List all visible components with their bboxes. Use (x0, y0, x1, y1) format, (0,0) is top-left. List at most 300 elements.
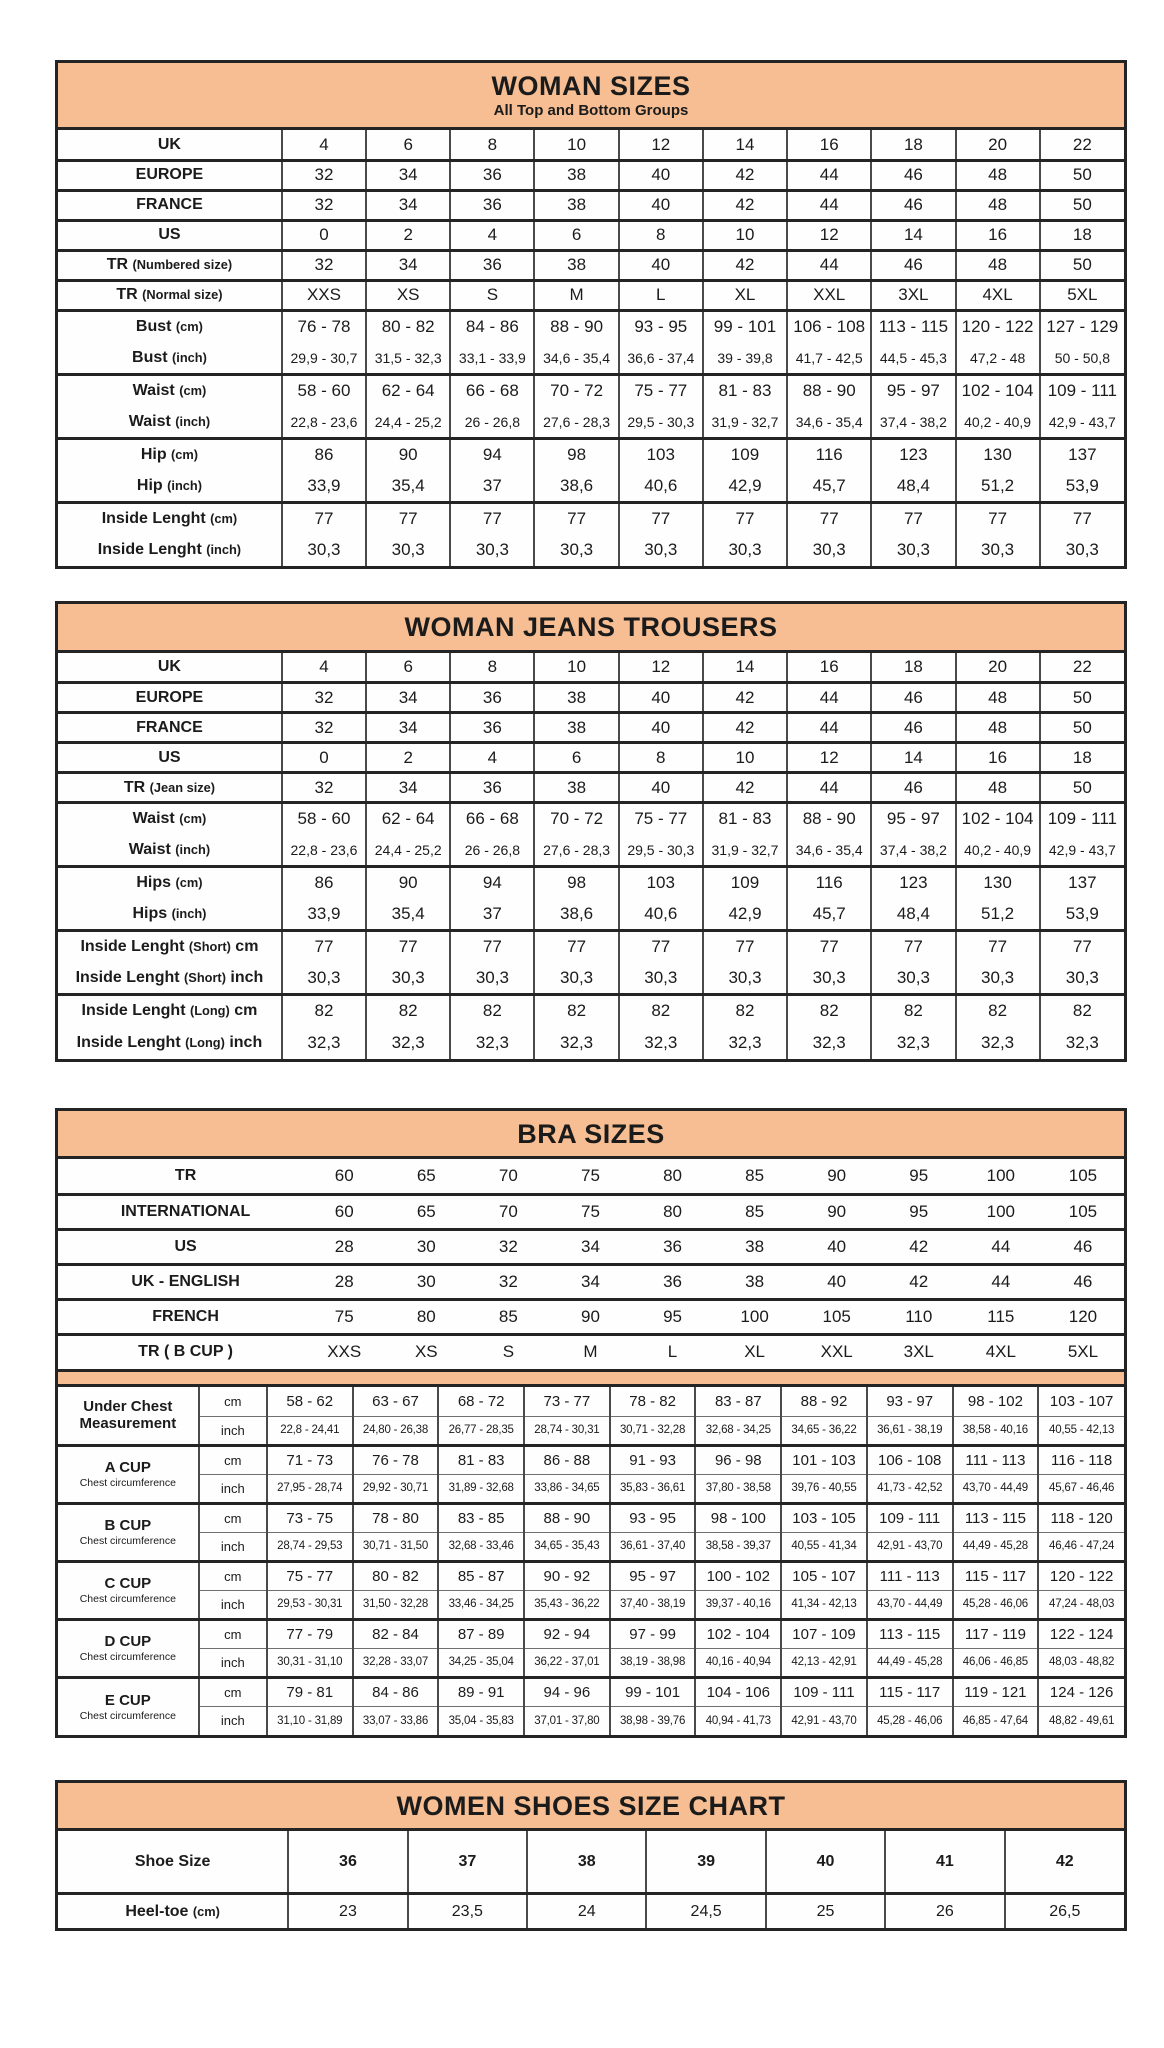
size-value-cell: 99 - 101 (610, 1677, 696, 1706)
table-row (58, 1416, 1124, 1445)
size-value-cell: 120 - 122 (956, 310, 1040, 342)
size-value-cell: 48 (956, 160, 1040, 190)
size-value-cell: 82 (450, 995, 534, 1027)
size-value-cell: 37,80 - 38,58 (695, 1474, 781, 1503)
size-value-cell: 12 (619, 130, 703, 160)
size-value-cell: 109 - 111 (781, 1677, 867, 1706)
size-value-cell: 40 (619, 160, 703, 190)
size-value-cell: 30,3 (450, 963, 534, 995)
size-value-cell: 105 (1042, 1194, 1124, 1229)
size-value-cell: 44 (960, 1264, 1042, 1299)
size-value-cell: 22 (1040, 130, 1124, 160)
size-value-cell: 130 (956, 438, 1040, 470)
size-value-cell: 75 - 77 (619, 803, 703, 835)
size-value-cell: 4 (282, 130, 366, 160)
size-value-cell: 35,4 (366, 899, 450, 931)
size-value-cell: 30,3 (871, 963, 955, 995)
label-unit-text: (cm) (175, 319, 203, 335)
size-value-cell: 44 (787, 160, 871, 190)
size-value-cell: 75 (549, 1159, 631, 1194)
size-value-cell: 8 (450, 653, 534, 683)
size-value-cell: 18 (871, 130, 955, 160)
size-value-cell: 6 (534, 743, 618, 773)
table-row (58, 470, 1124, 502)
row-label: TR (Normal size) (58, 280, 282, 310)
size-value-cell: 109 - 111 (1040, 803, 1124, 835)
size-value-cell: 37,40 - 38,19 (610, 1590, 696, 1619)
size-value-cell: 82 (703, 995, 787, 1027)
size-value-cell: 88 - 90 (787, 803, 871, 835)
size-value-cell: 42 (703, 773, 787, 803)
size-value-cell: 36 (631, 1264, 713, 1299)
size-value-cell: 44 (787, 683, 871, 713)
woman_sizes-grid (58, 130, 1124, 566)
label-unit-text: (inch) (175, 841, 211, 857)
size-value-cell: 30,3 (956, 534, 1040, 566)
size-value-cell: 88 - 92 (781, 1387, 867, 1416)
label-unit-text: (inch) (167, 477, 202, 493)
row-label: Inside Lenght (Long) inch (58, 1027, 282, 1059)
size-value-cell: 26,77 - 28,35 (438, 1416, 524, 1445)
size-value-cell: 28 (303, 1229, 385, 1264)
size-value-cell: 12 (787, 220, 871, 250)
size-value-cell: 32,3 (450, 1027, 534, 1059)
size-value-cell: 50 (1040, 250, 1124, 280)
size-value-cell: 5XL (1042, 1334, 1124, 1369)
size-value-cell: 28,74 - 29,53 (267, 1532, 353, 1561)
size-value-cell: 34 (366, 683, 450, 713)
size-value-cell: 31,9 - 32,7 (703, 835, 787, 867)
size-value-cell: 120 - 122 (1038, 1561, 1124, 1590)
size-value-cell: 109 - 111 (1040, 374, 1124, 406)
size-value-cell: 32 (282, 190, 366, 220)
size-value-cell: 32,3 (282, 1027, 366, 1059)
table-row (58, 1561, 1124, 1590)
size-value-cell: 4 (450, 220, 534, 250)
table-subtitle: All Top and Bottom Groups (493, 102, 689, 120)
size-value-cell: 77 (956, 931, 1040, 963)
size-value-cell: 30,3 (703, 534, 787, 566)
size-value-cell: 95 - 97 (871, 374, 955, 406)
size-value-cell: 8 (450, 130, 534, 160)
size-value-cell: 28,74 - 30,31 (524, 1416, 610, 1445)
size-value-cell: 47,2 - 48 (956, 342, 1040, 374)
size-value-cell: 47,24 - 48,03 (1038, 1590, 1124, 1619)
size-value-cell: 41,7 - 42,5 (787, 342, 871, 374)
table-row (58, 899, 1124, 931)
size-value-cell: 4XL (956, 280, 1040, 310)
size-value-cell: 42,9 - 43,7 (1040, 835, 1124, 867)
table-row (58, 1893, 1124, 1928)
size-value-cell: 18 (1040, 743, 1124, 773)
size-value-cell: 120 (1042, 1299, 1124, 1334)
size-value-cell: 117 - 119 (953, 1619, 1039, 1648)
size-value-cell: 80 - 82 (366, 310, 450, 342)
size-value-cell: 36,6 - 37,4 (619, 342, 703, 374)
size-value-cell: 85 (714, 1159, 796, 1194)
row-label: Inside Lenght (Long) cm (58, 995, 282, 1027)
size-value-cell: 48,82 - 49,61 (1038, 1706, 1124, 1735)
size-value-cell: 32,3 (619, 1027, 703, 1059)
size-value-cell: 82 (956, 995, 1040, 1027)
size-value-cell: 27,6 - 28,3 (534, 406, 618, 438)
size-value-cell: 30,3 (619, 534, 703, 566)
size-value-cell: 92 - 94 (524, 1619, 610, 1648)
label-unit-text: (Numbered size) (132, 257, 233, 273)
size-value-cell: 27,6 - 28,3 (534, 835, 618, 867)
size-value-cell: 34 (366, 190, 450, 220)
row-label: FRANCE (58, 713, 282, 743)
row-label: Shoe Size (58, 1831, 288, 1893)
size-value-cell: 81 - 83 (703, 374, 787, 406)
size-value-cell: 137 (1040, 867, 1124, 899)
row-label: US (58, 220, 282, 250)
size-value-cell: 86 (282, 867, 366, 899)
size-value-cell: 42 (703, 160, 787, 190)
size-value-cell: 31,5 - 32,3 (366, 342, 450, 374)
size-value-cell: 75 - 77 (267, 1561, 353, 1590)
size-value-cell: 16 (787, 130, 871, 160)
size-value-cell: 38 (527, 1831, 646, 1893)
woman-sizes-table (55, 60, 1127, 569)
table-row (58, 995, 1124, 1027)
table-header (58, 63, 1124, 130)
size-value-cell: 40 (766, 1831, 885, 1893)
size-value-cell: 90 (549, 1299, 631, 1334)
size-value-cell: 77 (871, 931, 955, 963)
size-value-cell: 58 - 62 (267, 1387, 353, 1416)
row-label: TR ( B CUP ) (58, 1334, 303, 1369)
size-value-cell: 38,58 - 39,37 (695, 1532, 781, 1561)
table-row (58, 1532, 1124, 1561)
label-unit-text: (cm) (175, 875, 203, 891)
size-value-cell: 42,91 - 43,70 (867, 1532, 953, 1561)
size-value-cell: 32 (282, 773, 366, 803)
bra-cup-measurements-grid (58, 1387, 1124, 1735)
size-value-cell: 16 (956, 220, 1040, 250)
size-value-cell: 23,5 (408, 1893, 527, 1928)
size-value-cell: 77 (366, 931, 450, 963)
size-value-cell: 51,2 (956, 470, 1040, 502)
size-value-cell: 29,5 - 30,3 (619, 835, 703, 867)
size-value-cell: 48 (956, 713, 1040, 743)
table-title: WOMAN JEANS TROUSERS (404, 612, 778, 643)
size-value-cell: 50 (1040, 773, 1124, 803)
table-row (58, 130, 1124, 160)
row-label: Waist (inch) (58, 835, 282, 867)
size-value-cell: 32,68 - 33,46 (438, 1532, 524, 1561)
size-value-cell: 36,61 - 38,19 (867, 1416, 953, 1445)
table-row (58, 1159, 1124, 1194)
size-value-cell: 40,6 (619, 899, 703, 931)
label-unit-text: (inch) (172, 349, 207, 365)
size-value-cell: 45,28 - 46,06 (867, 1706, 953, 1735)
row-label: Waist (cm) (58, 374, 282, 406)
size-value-cell: 77 (956, 502, 1040, 534)
table-row (58, 1706, 1124, 1735)
size-value-cell: 35,43 - 36,22 (524, 1590, 610, 1619)
table-row (58, 1474, 1124, 1503)
size-value-cell: 100 (960, 1159, 1042, 1194)
cup-label-cell (58, 1445, 199, 1503)
size-value-cell: 30,31 - 31,10 (267, 1648, 353, 1677)
table-row (58, 160, 1124, 190)
size-value-cell: 34 (366, 250, 450, 280)
size-value-cell: 50 (1040, 683, 1124, 713)
size-value-cell: 40,55 - 41,34 (781, 1532, 867, 1561)
table-row (58, 1590, 1124, 1619)
cup-sublabel: Chest circumference (79, 1709, 176, 1722)
label-unit-text: (cm) (179, 811, 207, 827)
size-value-cell: 44,49 - 45,28 (953, 1532, 1039, 1561)
size-value-cell: 36,61 - 37,40 (610, 1532, 696, 1561)
size-value-cell: 32 (282, 683, 366, 713)
label-unit-text: (Short) (184, 969, 226, 985)
cup-label-cell (58, 1503, 199, 1561)
size-value-cell: 10 (703, 743, 787, 773)
size-value-cell: 50 (1040, 160, 1124, 190)
size-value-cell: 33,86 - 34,65 (524, 1474, 610, 1503)
size-value-cell: 0 (282, 220, 366, 250)
size-value-cell: 82 (787, 995, 871, 1027)
size-value-cell: 77 (871, 502, 955, 534)
size-value-cell: 77 (619, 502, 703, 534)
cup-label: C CUP (104, 1574, 152, 1592)
size-value-cell: 40,55 - 42,13 (1038, 1416, 1124, 1445)
size-value-cell: 106 - 108 (867, 1445, 953, 1474)
size-value-cell: 51,2 (956, 899, 1040, 931)
cup-sublabel: Chest circumference (79, 1477, 176, 1490)
size-value-cell: 110 (878, 1299, 960, 1334)
size-value-cell: 37,4 - 38,2 (871, 406, 955, 438)
size-value-cell: 34,6 - 35,4 (787, 406, 871, 438)
size-value-cell: 37,01 - 37,80 (524, 1706, 610, 1735)
size-value-cell: 20 (956, 130, 1040, 160)
table-row (58, 835, 1124, 867)
size-value-cell: 34 (366, 773, 450, 803)
size-value-cell: 36 (288, 1831, 407, 1893)
size-value-cell: 30,3 (787, 963, 871, 995)
size-value-cell: 40 (796, 1264, 878, 1299)
size-value-cell: 20 (956, 653, 1040, 683)
row-label: UK - ENGLISH (58, 1264, 303, 1299)
size-value-cell: 77 (282, 502, 366, 534)
size-value-cell: 95 (631, 1299, 713, 1334)
size-value-cell: 40 (619, 773, 703, 803)
table-row (58, 1194, 1124, 1229)
table-row (58, 867, 1124, 899)
size-value-cell: 109 (703, 867, 787, 899)
size-value-cell: 26 - 26,8 (450, 835, 534, 867)
size-value-cell: 30,71 - 32,28 (610, 1416, 696, 1445)
table-row (58, 534, 1124, 566)
size-value-cell: 85 (467, 1299, 549, 1334)
size-value-cell: 115 (960, 1299, 1042, 1334)
size-value-cell: 32,68 - 34,25 (695, 1416, 781, 1445)
table-row (58, 342, 1124, 374)
size-value-cell: 32,3 (871, 1027, 955, 1059)
size-value-cell: 42,9 - 43,7 (1040, 406, 1124, 438)
size-value-cell: 45,7 (787, 899, 871, 931)
size-value-cell: 40,6 (619, 470, 703, 502)
table-title: WOMEN SHOES SIZE CHART (396, 1791, 786, 1822)
size-value-cell: 81 - 83 (703, 803, 787, 835)
size-value-cell: 46 (871, 250, 955, 280)
size-value-cell: 80 - 82 (353, 1561, 439, 1590)
woman-jeans-table (55, 601, 1127, 1061)
size-value-cell: 24,4 - 25,2 (366, 406, 450, 438)
women-shoes-size-chart-section (55, 1780, 1127, 1931)
size-value-cell: 30,3 (366, 963, 450, 995)
size-value-cell: 73 - 75 (267, 1503, 353, 1532)
size-value-cell: 29,9 - 30,7 (282, 342, 366, 374)
size-value-cell: 30,3 (534, 963, 618, 995)
size-value-cell: 44,5 - 45,3 (871, 342, 955, 374)
size-value-cell: 77 (703, 502, 787, 534)
size-value-cell: 46 (871, 683, 955, 713)
size-value-cell: 105 - 107 (781, 1561, 867, 1590)
size-value-cell: 32,3 (956, 1027, 1040, 1059)
size-value-cell: 14 (703, 130, 787, 160)
size-value-cell: 79 - 81 (267, 1677, 353, 1706)
size-value-cell: 77 (619, 931, 703, 963)
size-value-cell: 94 - 96 (524, 1677, 610, 1706)
size-value-cell: 58 - 60 (282, 803, 366, 835)
size-value-cell: 48,03 - 48,82 (1038, 1648, 1124, 1677)
size-value-cell: 116 - 118 (1038, 1445, 1124, 1474)
size-value-cell: 34 (549, 1264, 631, 1299)
row-label: Inside Lenght (Short) inch (58, 963, 282, 995)
unit-label: inch (199, 1648, 267, 1677)
size-value-cell: 77 (450, 502, 534, 534)
size-value-cell: 30,3 (282, 534, 366, 566)
cup-sublabel: Chest circumference (79, 1593, 176, 1606)
size-value-cell: 36 (450, 160, 534, 190)
label-unit-text: (Short) (188, 939, 231, 955)
size-value-cell: 87 - 89 (438, 1619, 524, 1648)
size-value-cell: 77 (1040, 502, 1124, 534)
size-value-cell: 38,98 - 39,76 (610, 1706, 696, 1735)
size-value-cell: 48,4 (871, 899, 955, 931)
label-unit-text: (Jean size) (149, 779, 216, 795)
table-row (58, 1445, 1124, 1474)
size-value-cell: 39 (646, 1831, 765, 1893)
cup-label-cell (58, 1387, 199, 1445)
size-value-cell: 38 (534, 773, 618, 803)
size-value-cell: 94 (450, 867, 534, 899)
size-value-cell: 82 (619, 995, 703, 1027)
size-value-cell: 119 - 121 (953, 1677, 1039, 1706)
size-value-cell: 50 (1040, 713, 1124, 743)
label-unit-text: (Long) (189, 1003, 230, 1019)
size-value-cell: 30,3 (871, 534, 955, 566)
table-title: WOMAN SIZES (491, 71, 691, 101)
size-value-cell: 29,53 - 30,31 (267, 1590, 353, 1619)
size-value-cell: 38,58 - 40,16 (953, 1416, 1039, 1445)
size-value-cell: 38 (714, 1229, 796, 1264)
size-value-cell: 30,3 (956, 963, 1040, 995)
size-value-cell: 93 - 95 (610, 1503, 696, 1532)
size-value-cell: 53,9 (1040, 899, 1124, 931)
size-value-cell: 32,3 (787, 1027, 871, 1059)
bra-sizes-table (55, 1108, 1127, 1738)
size-value-cell: 42 (703, 190, 787, 220)
size-value-cell: 24,4 - 25,2 (366, 835, 450, 867)
row-label: Waist (inch) (58, 406, 282, 438)
size-value-cell: 68 - 72 (438, 1387, 524, 1416)
size-value-cell: 105 (796, 1299, 878, 1334)
size-value-cell: 40,94 - 41,73 (695, 1706, 781, 1735)
table-row (58, 280, 1124, 310)
size-value-cell: 66 - 68 (450, 374, 534, 406)
size-value-cell: M (534, 280, 618, 310)
table-row (58, 438, 1124, 470)
size-value-cell: 60 (303, 1194, 385, 1229)
size-value-cell: 70 - 72 (534, 374, 618, 406)
row-label: EUROPE (58, 683, 282, 713)
size-value-cell: 30 (385, 1264, 467, 1299)
size-value-cell: 42,13 - 42,91 (781, 1648, 867, 1677)
size-value-cell: XXS (303, 1334, 385, 1369)
size-value-cell: 41 (885, 1831, 1004, 1893)
table-row (58, 743, 1124, 773)
table-row (58, 1648, 1124, 1677)
size-value-cell: 4 (282, 653, 366, 683)
size-value-cell: 98 - 100 (695, 1503, 781, 1532)
size-value-cell: 6 (534, 220, 618, 250)
size-value-cell: 71 - 73 (267, 1445, 353, 1474)
size-value-cell: 86 (282, 438, 366, 470)
size-value-cell: 41,73 - 42,52 (867, 1474, 953, 1503)
cup-label-cell (58, 1619, 199, 1677)
size-value-cell: 63 - 67 (353, 1387, 439, 1416)
size-value-cell: 22,8 - 23,6 (282, 835, 366, 867)
woman-sizes-section (55, 60, 1127, 569)
size-value-cell: 32,3 (703, 1027, 787, 1059)
size-value-cell: XXS (282, 280, 366, 310)
size-value-cell: 42 (1005, 1831, 1124, 1893)
size-value-cell: 28 (303, 1264, 385, 1299)
size-value-cell: 42 (703, 683, 787, 713)
size-value-cell: 100 (714, 1299, 796, 1334)
size-value-cell: 6 (366, 653, 450, 683)
size-value-cell: 77 (787, 931, 871, 963)
size-value-cell: 48 (956, 773, 1040, 803)
cup-label-cell (58, 1561, 199, 1619)
size-value-cell: 46 (871, 773, 955, 803)
size-value-cell: 46 (871, 713, 955, 743)
size-value-cell: 82 (282, 995, 366, 1027)
size-value-cell: 30,3 (1040, 963, 1124, 995)
size-value-cell: S (450, 280, 534, 310)
woman_jeans-grid (58, 653, 1124, 1059)
size-value-cell: 77 (787, 502, 871, 534)
row-label: Inside Lenght (inch) (58, 534, 282, 566)
table-row (58, 250, 1124, 280)
size-value-cell: L (619, 280, 703, 310)
size-value-cell: 80 (631, 1159, 713, 1194)
size-value-cell: 48 (956, 683, 1040, 713)
size-value-cell: 30,3 (366, 534, 450, 566)
size-value-cell: 32,3 (1040, 1027, 1124, 1059)
table-title: BRA SIZES (517, 1118, 665, 1149)
size-value-cell: 37,4 - 38,2 (871, 835, 955, 867)
size-value-cell: 14 (871, 220, 955, 250)
size-value-cell: 14 (871, 743, 955, 773)
size-value-cell: 44 (787, 190, 871, 220)
size-value-cell: 31,9 - 32,7 (703, 406, 787, 438)
size-value-cell: 30,3 (282, 963, 366, 995)
